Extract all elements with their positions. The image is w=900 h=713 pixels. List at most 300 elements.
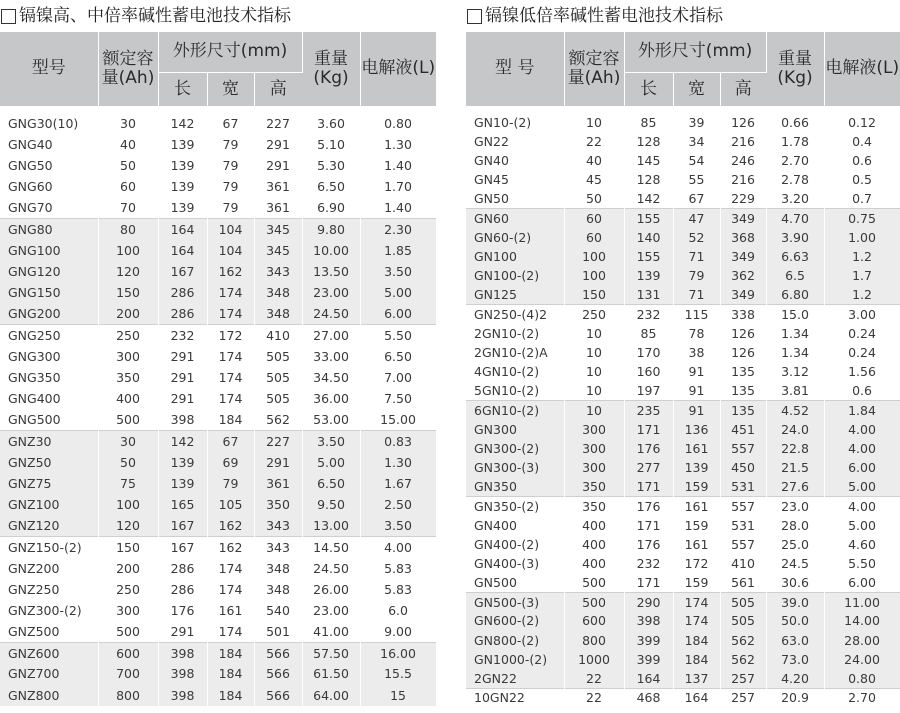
cell-capacity: 10 (564, 400, 624, 419)
cell-capacity: 50 (564, 189, 624, 208)
header-electrolyte: 电解液(L) (360, 32, 436, 106)
cell-length: 155 (624, 208, 673, 227)
table-row (466, 266, 900, 285)
cell-height: 350 (254, 494, 302, 515)
cell-height: 361 (254, 473, 302, 494)
cell-capacity: 10 (564, 343, 624, 362)
cell-weight: 24.50 (302, 303, 360, 324)
cell-height: 135 (720, 381, 766, 400)
table-row (0, 388, 436, 409)
header-capacity: 额定容量(Ah) (564, 32, 624, 106)
cell-capacity: 80 (98, 218, 158, 239)
cell-model: GN100-(2) (466, 266, 564, 285)
table-row (466, 611, 900, 630)
table-row (0, 452, 436, 473)
cell-weight: 9.50 (302, 494, 360, 515)
cell-model: GNZ100 (0, 494, 98, 515)
cell-height: 368 (720, 228, 766, 247)
cell-electrolyte: 5.83 (360, 579, 436, 600)
cell-width: 172 (673, 554, 720, 573)
cell-weight: 2.70 (766, 151, 824, 170)
cell-height: 257 (720, 688, 766, 707)
cell-weight: 24.0 (766, 420, 824, 439)
table-row (466, 420, 900, 439)
cell-capacity: 30 (98, 113, 158, 134)
cell-height: 291 (254, 134, 302, 155)
cell-width: 184 (673, 631, 720, 650)
cell-capacity: 22 (564, 132, 624, 151)
cell-width: 91 (673, 362, 720, 381)
cell-capacity: 150 (564, 285, 624, 304)
cell-electrolyte: 0.6 (824, 151, 900, 170)
cell-length: 142 (624, 189, 673, 208)
table-row (0, 621, 436, 642)
cell-capacity: 50 (98, 155, 158, 176)
table-row (466, 400, 900, 419)
cell-height: 505 (254, 346, 302, 367)
cell-capacity: 100 (564, 266, 624, 285)
cell-electrolyte: 6.50 (360, 346, 436, 367)
cell-capacity: 40 (564, 151, 624, 170)
cell-model: GNZ50 (0, 452, 98, 473)
cell-height: 505 (720, 611, 766, 630)
cell-weight: 3.90 (766, 228, 824, 247)
cell-length: 142 (158, 113, 207, 134)
cell-width: 91 (673, 381, 720, 400)
checkbox-square-icon (467, 9, 482, 24)
cell-height: 229 (720, 189, 766, 208)
cell-capacity: 70 (98, 197, 158, 218)
cell-length: 398 (624, 611, 673, 630)
cell-weight: 36.00 (302, 388, 360, 409)
header-height: 高 (720, 72, 766, 106)
cell-weight: 13.00 (302, 515, 360, 536)
cell-electrolyte: 0.6 (824, 381, 900, 400)
cell-electrolyte: 3.50 (360, 515, 436, 536)
table-row (466, 650, 900, 669)
cell-width: 79 (207, 473, 254, 494)
table-row (466, 189, 900, 208)
cell-height: 410 (254, 324, 302, 345)
cell-height: 216 (720, 132, 766, 151)
cell-length: 164 (158, 218, 207, 239)
cell-height: 257 (720, 669, 766, 688)
cell-model: GN10-(2) (466, 113, 564, 132)
cell-capacity: 800 (98, 685, 158, 706)
cell-width: 79 (673, 266, 720, 285)
cell-height: 562 (254, 409, 302, 430)
cell-weight: 22.8 (766, 439, 824, 458)
cell-height: 126 (720, 343, 766, 362)
cell-height: 505 (254, 367, 302, 388)
cell-model: GN500 (466, 573, 564, 592)
cell-weight: 20.9 (766, 688, 824, 707)
cell-length: 131 (624, 285, 673, 304)
cell-length: 171 (624, 420, 673, 439)
cell-capacity: 1000 (564, 650, 624, 669)
table-row (466, 151, 900, 170)
cell-height: 531 (720, 477, 766, 496)
header-capacity: 额定容量(Ah) (98, 32, 158, 106)
cell-length: 398 (158, 409, 207, 430)
cell-electrolyte: 3.00 (824, 304, 900, 323)
cell-electrolyte: 15.00 (360, 409, 436, 430)
cell-electrolyte: 28.00 (824, 631, 900, 650)
cell-length: 167 (158, 261, 207, 282)
cell-height: 227 (254, 430, 302, 451)
table-row (0, 600, 436, 621)
cell-electrolyte: 0.80 (360, 113, 436, 134)
cell-electrolyte: 5.00 (360, 282, 436, 303)
cell-weight: 21.5 (766, 458, 824, 477)
cell-capacity: 500 (564, 592, 624, 611)
cell-width: 172 (207, 324, 254, 345)
cell-capacity: 300 (564, 439, 624, 458)
cell-capacity: 200 (98, 303, 158, 324)
cell-electrolyte: 9.00 (360, 621, 436, 642)
cell-capacity: 300 (98, 600, 158, 621)
cell-length: 139 (158, 176, 207, 197)
cell-model: GNZ600 (0, 642, 98, 663)
cell-weight: 24.5 (766, 554, 824, 573)
cell-model: GNG40 (0, 134, 98, 155)
header-width: 宽 (673, 72, 720, 106)
cell-model: GN60-(2) (466, 228, 564, 247)
header-height: 高 (254, 72, 302, 106)
cell-capacity: 350 (98, 367, 158, 388)
table-row (0, 409, 436, 430)
cell-length: 286 (158, 579, 207, 600)
cell-electrolyte: 0.12 (824, 113, 900, 132)
cell-width: 184 (673, 650, 720, 669)
table-row (466, 458, 900, 477)
cell-capacity: 100 (98, 494, 158, 515)
cell-width: 174 (207, 557, 254, 578)
cell-electrolyte: 7.00 (360, 367, 436, 388)
cell-electrolyte: 2.70 (824, 688, 900, 707)
header-electrolyte: 电解液(L) (824, 32, 900, 106)
cell-model: GN400-(3) (466, 554, 564, 573)
cell-height: 531 (720, 515, 766, 534)
cell-weight: 3.50 (302, 430, 360, 451)
cell-electrolyte: 0.5 (824, 170, 900, 189)
cell-height: 348 (254, 303, 302, 324)
cell-electrolyte: 16.00 (360, 642, 436, 663)
table-row (466, 208, 900, 227)
cell-length: 291 (158, 388, 207, 409)
cell-weight: 6.50 (302, 473, 360, 494)
cell-capacity: 150 (98, 282, 158, 303)
cell-weight: 57.50 (302, 642, 360, 663)
cell-width: 161 (207, 600, 254, 621)
cell-model: GN100 (466, 247, 564, 266)
cell-electrolyte: 4.00 (824, 496, 900, 515)
cell-length: 171 (624, 515, 673, 534)
cell-height: 451 (720, 420, 766, 439)
cell-weight: 5.30 (302, 155, 360, 176)
cell-weight: 34.50 (302, 367, 360, 388)
cell-capacity: 500 (564, 573, 624, 592)
cell-model: GNZ200 (0, 557, 98, 578)
cell-model: GN800-(2) (466, 631, 564, 650)
header-weight: 重量(Kg) (766, 32, 824, 106)
table-row (466, 381, 900, 400)
cell-height: 348 (254, 579, 302, 600)
cell-height: 291 (254, 155, 302, 176)
cell-width: 161 (673, 439, 720, 458)
cell-weight: 14.50 (302, 536, 360, 557)
cell-length: 232 (624, 554, 673, 573)
cell-electrolyte: 2.30 (360, 218, 436, 239)
cell-width: 174 (207, 303, 254, 324)
cell-electrolyte: 1.40 (360, 197, 436, 218)
header-width: 宽 (207, 72, 254, 106)
cell-length: 398 (158, 642, 207, 663)
cell-width: 67 (207, 430, 254, 451)
table-row (0, 536, 436, 557)
cell-model: GN250-(4)2 (466, 304, 564, 323)
cell-length: 160 (624, 362, 673, 381)
header-weight: 重量(Kg) (302, 32, 360, 106)
cell-model: 4GN10-(2) (466, 362, 564, 381)
cell-model: GNZ700 (0, 663, 98, 684)
cell-electrolyte: 14.00 (824, 611, 900, 630)
checkbox-square-icon (1, 9, 16, 24)
cell-capacity: 45 (564, 170, 624, 189)
cell-height: 561 (720, 573, 766, 592)
cell-height: 505 (720, 592, 766, 611)
cell-electrolyte: 1.70 (360, 176, 436, 197)
cell-width: 71 (673, 247, 720, 266)
cell-capacity: 400 (564, 554, 624, 573)
cell-model: GNG250 (0, 324, 98, 345)
table-row (466, 439, 900, 458)
cell-electrolyte: 0.24 (824, 343, 900, 362)
cell-model: GN600-(2) (466, 611, 564, 630)
table-row (0, 642, 436, 663)
cell-length: 277 (624, 458, 673, 477)
cell-electrolyte: 2.50 (360, 494, 436, 515)
cell-width: 174 (673, 592, 720, 611)
table-row (0, 515, 436, 536)
cell-width: 69 (207, 452, 254, 473)
cell-height: 450 (720, 458, 766, 477)
cell-length: 176 (624, 535, 673, 554)
cell-length: 235 (624, 400, 673, 419)
table-row (0, 579, 436, 600)
cell-length: 171 (624, 477, 673, 496)
right-panel (466, 0, 900, 707)
cell-capacity: 250 (564, 304, 624, 323)
cell-electrolyte: 5.50 (824, 554, 900, 573)
cell-width: 54 (673, 151, 720, 170)
cell-width: 55 (673, 170, 720, 189)
table-row (466, 113, 900, 132)
cell-height: 348 (254, 282, 302, 303)
cell-width: 115 (673, 304, 720, 323)
cell-height: 338 (720, 304, 766, 323)
cell-height: 343 (254, 515, 302, 536)
cell-length: 291 (158, 346, 207, 367)
cell-weight: 3.20 (766, 189, 824, 208)
cell-weight: 1.34 (766, 324, 824, 343)
cell-electrolyte: 0.4 (824, 132, 900, 151)
table-row (0, 685, 436, 706)
cell-length: 128 (624, 170, 673, 189)
cell-weight: 3.60 (302, 113, 360, 134)
table-row (0, 218, 436, 239)
cell-model: GN300-(2) (466, 439, 564, 458)
cell-height: 227 (254, 113, 302, 134)
cell-length: 85 (624, 324, 673, 343)
cell-capacity: 10 (564, 381, 624, 400)
cell-model: GNG60 (0, 176, 98, 197)
cell-length: 164 (158, 240, 207, 261)
cell-length: 165 (158, 494, 207, 515)
cell-model: GNZ800 (0, 685, 98, 706)
cell-weight: 4.20 (766, 669, 824, 688)
cell-height: 505 (254, 388, 302, 409)
cell-model: GN50 (466, 189, 564, 208)
table-row (0, 282, 436, 303)
table-row (0, 261, 436, 282)
cell-width: 162 (207, 536, 254, 557)
cell-electrolyte: 4.60 (824, 535, 900, 554)
cell-length: 176 (624, 439, 673, 458)
cell-weight: 39.0 (766, 592, 824, 611)
cell-capacity: 400 (564, 515, 624, 534)
cell-electrolyte: 6.0 (360, 600, 436, 621)
cell-length: 139 (624, 266, 673, 285)
cell-electrolyte: 3.50 (360, 261, 436, 282)
cell-height: 343 (254, 536, 302, 557)
table-row (466, 247, 900, 266)
cell-weight: 6.63 (766, 247, 824, 266)
cell-height: 362 (720, 266, 766, 285)
cell-weight: 15.0 (766, 304, 824, 323)
cell-length: 139 (158, 155, 207, 176)
cell-height: 348 (254, 557, 302, 578)
cell-width: 38 (673, 343, 720, 362)
cell-weight: 6.80 (766, 285, 824, 304)
cell-width: 79 (207, 176, 254, 197)
cell-model: GN22 (466, 132, 564, 151)
cell-width: 162 (207, 261, 254, 282)
header-model: 型 号 (466, 32, 564, 106)
cell-height: 562 (720, 631, 766, 650)
cell-model: GNZ30 (0, 430, 98, 451)
cell-height: 501 (254, 621, 302, 642)
left-spec-table (0, 32, 437, 706)
table-row (466, 592, 900, 611)
cell-height: 291 (254, 452, 302, 473)
table-row (0, 134, 436, 155)
cell-capacity: 400 (564, 535, 624, 554)
cell-weight: 23.00 (302, 282, 360, 303)
cell-length: 290 (624, 592, 673, 611)
table-row (0, 155, 436, 176)
cell-weight: 23.00 (302, 600, 360, 621)
cell-model: 10GN22 (466, 688, 564, 707)
cell-length: 142 (158, 430, 207, 451)
cell-capacity: 120 (98, 261, 158, 282)
cell-length: 170 (624, 343, 673, 362)
cell-length: 128 (624, 132, 673, 151)
cell-electrolyte: 0.75 (824, 208, 900, 227)
cell-capacity: 10 (564, 362, 624, 381)
cell-model: GNG400 (0, 388, 98, 409)
table-row (466, 496, 900, 515)
cell-width: 174 (207, 282, 254, 303)
cell-capacity: 75 (98, 473, 158, 494)
table-row (0, 663, 436, 684)
cell-electrolyte: 24.00 (824, 650, 900, 669)
cell-electrolyte: 15.5 (360, 663, 436, 684)
cell-height: 566 (254, 663, 302, 684)
cell-width: 174 (207, 346, 254, 367)
cell-weight: 33.00 (302, 346, 360, 367)
cell-weight: 53.00 (302, 409, 360, 430)
cell-length: 398 (158, 685, 207, 706)
table-row (0, 324, 436, 345)
cell-width: 184 (207, 685, 254, 706)
cell-electrolyte: 1.84 (824, 400, 900, 419)
table-row (0, 494, 436, 515)
cell-length: 85 (624, 113, 673, 132)
cell-height: 540 (254, 600, 302, 621)
cell-width: 174 (207, 367, 254, 388)
cell-model: GN350-(2) (466, 496, 564, 515)
cell-height: 361 (254, 197, 302, 218)
cell-width: 162 (207, 515, 254, 536)
cell-height: 343 (254, 261, 302, 282)
cell-model: GN500-(3) (466, 592, 564, 611)
cell-height: 345 (254, 240, 302, 261)
cell-width: 34 (673, 132, 720, 151)
cell-capacity: 400 (98, 388, 158, 409)
cell-weight: 6.90 (302, 197, 360, 218)
cell-weight: 3.12 (766, 362, 824, 381)
cell-capacity: 100 (98, 240, 158, 261)
cell-height: 557 (720, 496, 766, 515)
header-length: 长 (158, 72, 207, 106)
cell-weight: 9.80 (302, 218, 360, 239)
cell-capacity: 300 (98, 346, 158, 367)
cell-electrolyte: 5.00 (824, 477, 900, 496)
table-row (466, 477, 900, 496)
cell-length: 286 (158, 282, 207, 303)
cell-model: GNZ500 (0, 621, 98, 642)
cell-width: 184 (207, 663, 254, 684)
header-length: 长 (624, 72, 673, 106)
cell-model: GNZ150-(2) (0, 536, 98, 557)
header-model: 型号 (0, 32, 98, 106)
table-row (0, 113, 436, 134)
cell-weight: 6.5 (766, 266, 824, 285)
cell-model: 5GN10-(2) (466, 381, 564, 400)
cell-width: 71 (673, 285, 720, 304)
cell-width: 161 (673, 496, 720, 515)
cell-model: GNG100 (0, 240, 98, 261)
cell-model: 6GN10-(2) (466, 400, 564, 419)
cell-electrolyte: 1.40 (360, 155, 436, 176)
cell-width: 136 (673, 420, 720, 439)
table-row (0, 240, 436, 261)
cell-electrolyte: 5.50 (360, 324, 436, 345)
cell-capacity: 40 (98, 134, 158, 155)
cell-capacity: 500 (98, 409, 158, 430)
cell-height: 557 (720, 439, 766, 458)
